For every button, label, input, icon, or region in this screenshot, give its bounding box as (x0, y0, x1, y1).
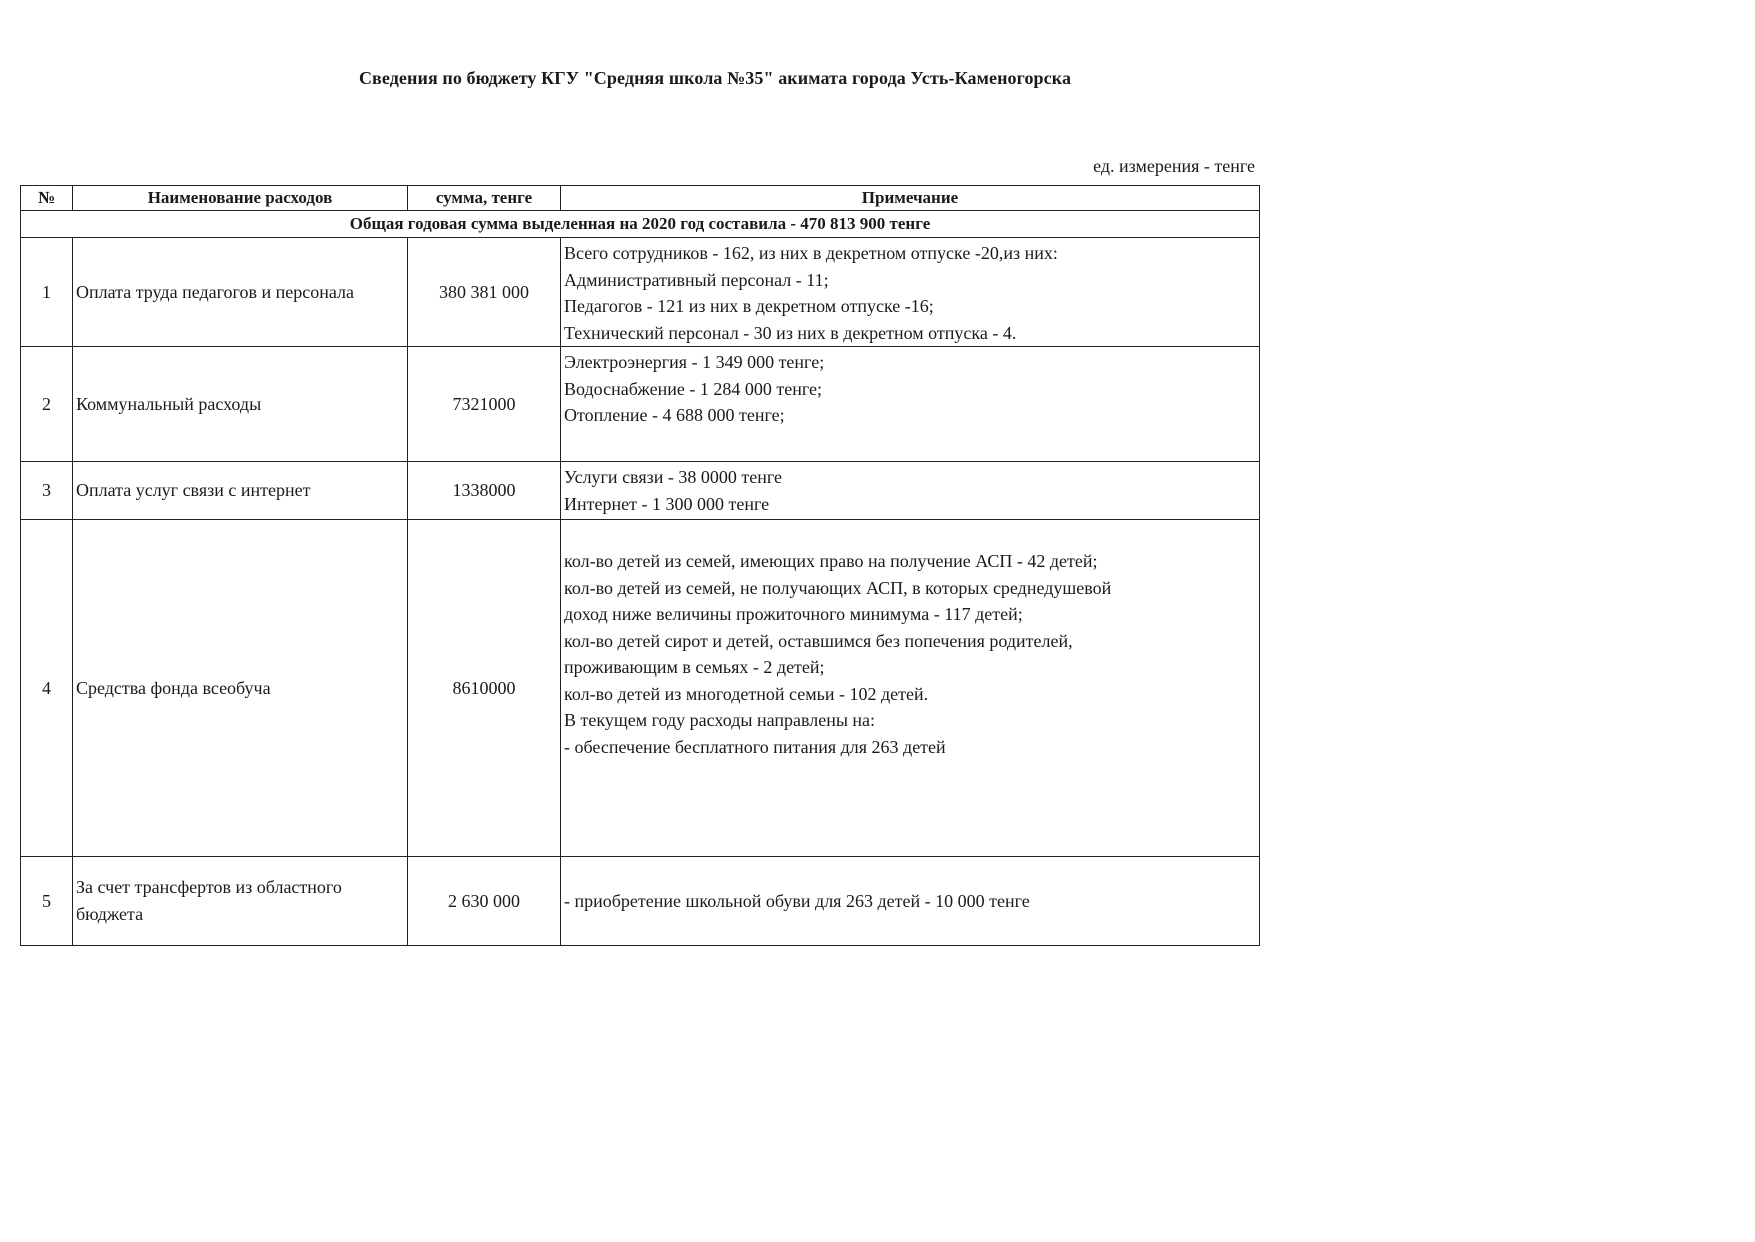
expense-name: Средства фонда всеобуча (73, 520, 408, 857)
expense-note (561, 857, 1260, 946)
unit-note: ед. измерения - тенге (1093, 156, 1255, 176)
table-row (21, 857, 1260, 946)
note-line: - обеспечение бесплатного питания для 263 детей (564, 736, 946, 757)
note-line: Услуги связи - 38 0000 тенге (564, 467, 782, 487)
table-row (21, 520, 1260, 857)
note-line: В текущем году расходы направлены на: (564, 710, 876, 730)
note-line: кол-во детей сирот и детей, оставшимся без попечения родителей, (564, 630, 1073, 651)
note-line: Технический персонал - 30 из них в декретном отпуска - 4. (564, 322, 1017, 343)
expense-note (561, 347, 1260, 462)
row-number: 1 (21, 238, 73, 347)
header-name: Наименование расходов (73, 186, 408, 211)
expense-name: За счет трансфертов из областного бюджета (73, 857, 408, 946)
row-number: 3 (21, 462, 73, 520)
note-line: проживающим в семьях - 2 детей; (564, 657, 825, 677)
note-line: Педагогов - 121 из них в декретном отпуске -16; (564, 296, 934, 316)
note-line: Всего сотрудников - 162, из них в декретном отпуске -20,из них: (564, 243, 1058, 263)
row-number: 2 (21, 347, 73, 462)
header-amount: сумма, тенге (408, 186, 561, 211)
table-row (21, 462, 1260, 520)
expense-name: Коммунальный расходы (73, 347, 408, 462)
expense-name: Оплата услуг связи с интернет (73, 462, 408, 520)
note-line: - приобретение школьной обуви для 263 детей - 10 000 тенге (564, 890, 1030, 911)
note-line: кол-во детей из многодетной семьи - 102 детей. (564, 683, 929, 704)
expense-note (561, 520, 1260, 857)
table-row (21, 347, 1260, 462)
expense-amount: 1338000 (408, 462, 561, 520)
expense-amount: 2 630 000 (408, 857, 561, 946)
note-line: Интернет - 1 300 000 тенге (564, 493, 770, 514)
note-line: Электроэнергия - 1 349 000 тенге; (564, 352, 825, 372)
row-number: 5 (21, 857, 73, 946)
expense-amount: 8610000 (408, 520, 561, 857)
table-row (21, 238, 1260, 347)
note-line: Административный персонал - 11; (564, 269, 829, 290)
expense-amount: 7321000 (408, 347, 561, 462)
summary-row (21, 211, 1260, 238)
expense-note (561, 238, 1260, 347)
document-title: Сведения по бюджету КГУ "Средняя школа №35" акимата города Усть-Каменогорска (358, 68, 1072, 88)
header-note: Примечание (561, 186, 1260, 211)
note-line: кол-во детей из семей, не получающих АСП, в которых среднедушевой (564, 577, 1112, 598)
note-line: доход ниже величины прожиточного минимума - 117 детей; (564, 604, 1023, 624)
expense-amount: 380 381 000 (408, 238, 561, 347)
note-line: Водоснабжение - 1 284 000 тенге; (564, 378, 822, 399)
table-header-row (21, 186, 1260, 211)
summary-cell: Общая годовая сумма выделенная на 2020 год составила - 470 813 900 тенге (21, 211, 1260, 238)
budget-table (20, 185, 1260, 946)
expense-note (561, 462, 1260, 520)
expense-name: Оплата труда педагогов и персонала (73, 238, 408, 347)
header-num: № (21, 186, 73, 211)
note-line: Отопление - 4 688 000 тенге; (564, 405, 785, 425)
note-line: кол-во детей из семей, имеющих право на получение АСП - 42 детей; (564, 551, 1098, 571)
row-number: 4 (21, 520, 73, 857)
